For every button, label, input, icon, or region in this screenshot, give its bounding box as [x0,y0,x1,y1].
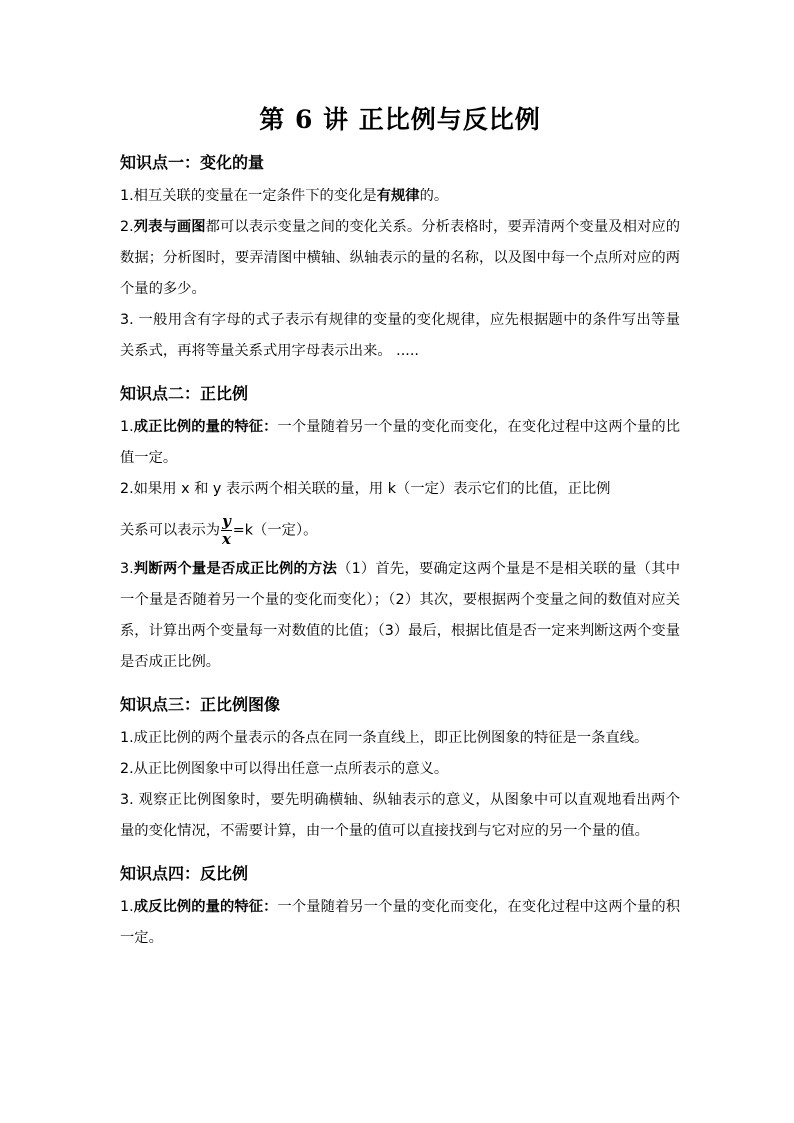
bold-term: 有规律 [376,188,420,204]
page-title: 第 6 讲 正比例与反比例 [259,105,541,134]
text-run: 一个量随着另一个量的变化而变化，在变化过程中这两个量的积一定。 [120,899,681,946]
bold-term: 列表与画图 [133,219,206,235]
text-run: 关系可以表示为 [120,522,221,539]
paragraph: 3. 一般用含有字母的式子表示有规律的变量的变化规律，应先根据题中的条件写出等量关系式，再将等量关系式用字母表示出来。 ..... [120,312,680,359]
section-2 [120,381,680,678]
text-run: 都可以表示变量之间的变化关系。分析表格时，要弄清两个变量及相对应的数据；分析图时，要弄清图中横轴、纵轴表示的量的名称，以及图中每一个点所对应的两个量的多少。 [120,219,680,297]
section-heading: 知识点四：反比例 [120,864,249,883]
section-heading: 知识点三：正比例图像 [120,695,281,714]
section-heading: 知识点一：变化的量 [120,153,265,172]
text-run: 1. [120,419,134,435]
paragraph: 2.从正比例图象中可以得出任意一点所表示的意义。 [120,761,449,777]
fraction-numerator: y [222,512,231,530]
text-run: =k（一定）。 [232,522,318,539]
text-run: （1）首先，要确定这两个量是不是相关联的量（其中一个量是否随着另一个量的变化而变化）；（2）其次，要根据两个变量之间的数值对应关系，计算出两个变量每一对数值的比值；（3）最后，根据比值是否一定来判断这两个变量是否成正比例。 [120,561,681,670]
text-run: 的。 [419,188,449,204]
section-4 [120,861,680,954]
paragraph: 1.成正比例的两个量表示的各点在同一条直线上，即正比例图象的特征是一条直线。 [120,730,649,746]
paragraph [120,181,680,212]
fraction-denominator: x [221,530,231,548]
section-heading: 知识点二：正比例 [120,384,249,403]
document-page [120,100,680,954]
paragraph [120,212,680,305]
paragraph: 3. 观察正比例图象时，要先明确横轴、纵轴表示的意义，从图象中可以直观地看出两个量的变化情况，不需要计算，由一个量的值可以直接找到与它对应的另一个量的值。 [120,792,680,839]
paragraph [120,412,680,474]
text-run: 2. [120,219,134,235]
section-3 [120,692,680,847]
paragraph [120,554,680,678]
text-run: 1. [120,899,134,915]
paragraph: 2.如果用 x 和 y 表示两个相关联的量，用 k（一定）表示它们的比值，正比例 [120,481,611,497]
bold-term: 成反比例的量的特征： [133,899,278,915]
bold-term: 成正比例的量的特征： [133,419,278,435]
text-run: 一个量随着另一个量的变化而变化，在变化过程中这两个量的比值一定。 [120,419,681,466]
text-run: 3. [120,561,134,577]
section-1 [120,150,680,367]
fraction [221,513,232,548]
text-run: 1.相互关联的变量在一定条件下的变化是 [120,188,377,204]
formula-paragraph [120,513,680,548]
paragraph [120,892,680,954]
bold-term: 判断两个量是否成正比例的方法 [133,561,338,577]
